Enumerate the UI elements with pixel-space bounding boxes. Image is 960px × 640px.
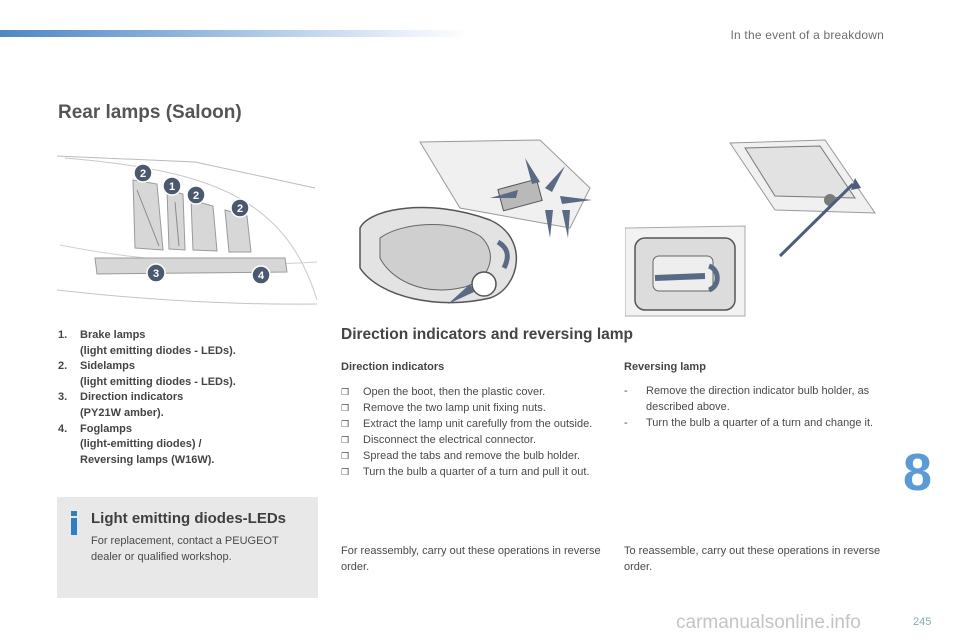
direction-reassembly-note: For reassembly, carry out these operations in reverse order. — [341, 545, 601, 573]
info-body: For replacement, contact a PEUGEOT dealer or qualified workshop. — [91, 535, 279, 563]
callout-marker-4 — [252, 266, 270, 284]
legend-number: 1. — [58, 329, 68, 341]
legend-label: Direction indicators — [80, 391, 184, 404]
dash-marker: - — [624, 417, 628, 429]
step-item — [624, 415, 886, 431]
rear-lamp-diagram — [55, 150, 320, 310]
checkbox-icon: ❒ — [341, 387, 350, 397]
checkbox-icon: ❒ — [341, 419, 350, 429]
callout-label-4: 4 — [257, 270, 265, 282]
step-text: Remove the direction indicator bulb holder, as described above. — [646, 385, 870, 413]
legend-label: Sidelamps — [80, 360, 136, 373]
direction-indicators-heading: Direction indicators — [341, 361, 445, 373]
step-item — [624, 383, 886, 415]
step-text: Turn the bulb a quarter of a turn and change it. — [646, 417, 874, 429]
legend-item — [58, 390, 308, 421]
legend-item — [58, 422, 308, 469]
reversing-lamp-diagram — [625, 138, 890, 318]
step-text: Spread the tabs and remove the bulb holder. — [363, 450, 581, 462]
legend-detail: (light-emitting diodes) / — [80, 438, 202, 451]
reversing-reassembly-note: To reassemble, carry out these operations in reverse order. — [624, 545, 881, 573]
legend-detail: (light emitting diodes - LEDs). — [80, 344, 236, 357]
step-item — [341, 400, 601, 416]
legend-label: Brake lamps — [80, 329, 146, 341]
section-header: In the event of a breakdown — [730, 28, 884, 42]
step-text: Disconnect the electrical connector. — [363, 434, 537, 446]
legend-item — [58, 328, 308, 359]
callout-marker-2c — [231, 199, 249, 217]
checkbox-icon: ❒ — [341, 435, 350, 445]
step-text: Turn the bulb a quarter of a turn and pull it out. — [363, 466, 590, 478]
info-title: Light emitting diodes-LEDs — [91, 510, 286, 527]
checkbox-icon: ❒ — [341, 467, 350, 477]
lamp-legend — [58, 328, 308, 468]
reversing-lamp-heading: Reversing lamp — [624, 361, 706, 373]
legend-number: 2. — [58, 360, 68, 373]
step-item — [341, 448, 601, 464]
step-text: Open the boot, then the plastic cover. — [363, 386, 546, 398]
reversing-lamp-steps — [624, 383, 886, 431]
checkbox-icon: ❒ — [341, 403, 350, 413]
callout-label-1: 1 — [168, 181, 176, 193]
legend-detail: Reversing lamps (W16W). — [80, 453, 215, 466]
callout-label-2b: 2 — [192, 190, 200, 202]
step-item — [341, 416, 601, 432]
checkbox-icon: ❒ — [341, 451, 350, 461]
lamp-unit-removal-diagram — [340, 138, 605, 310]
callout-marker-2b — [187, 186, 205, 204]
legend-detail: (PY21W amber). — [80, 406, 164, 419]
callout-label-3: 3 — [152, 268, 160, 280]
legend-detail: (light emitting diodes - LEDs). — [80, 375, 236, 388]
chapter-number: 8 — [903, 444, 932, 502]
header-accent-bar — [0, 30, 470, 37]
page-number: 245 — [913, 616, 932, 628]
info-icon — [70, 511, 78, 535]
step-item — [341, 464, 601, 480]
step-text: Remove the two lamp unit fixing nuts. — [363, 402, 546, 414]
legend-label: Foglamps — [80, 422, 132, 435]
step-text: Extract the lamp unit carefully from the outside. — [363, 418, 593, 430]
dash-marker: - — [624, 385, 628, 397]
callout-label-2a: 2 — [139, 168, 147, 180]
step-item — [341, 384, 601, 400]
info-box — [57, 497, 318, 598]
direction-indicators-steps — [341, 384, 601, 480]
callout-marker-3 — [147, 264, 165, 282]
legend-number: 3. — [58, 391, 68, 404]
legend-item — [58, 359, 308, 390]
callout-label-2c: 2 — [236, 203, 244, 215]
callout-marker-1 — [163, 177, 181, 195]
section-title: Direction indicators and reversing lamp — [341, 326, 633, 343]
legend-number: 4. — [58, 422, 68, 435]
step-item — [341, 432, 601, 448]
watermark: carmanualsonline.info — [676, 612, 861, 633]
page-title: Rear lamps (Saloon) — [58, 102, 242, 123]
callout-marker-2a — [134, 164, 152, 182]
